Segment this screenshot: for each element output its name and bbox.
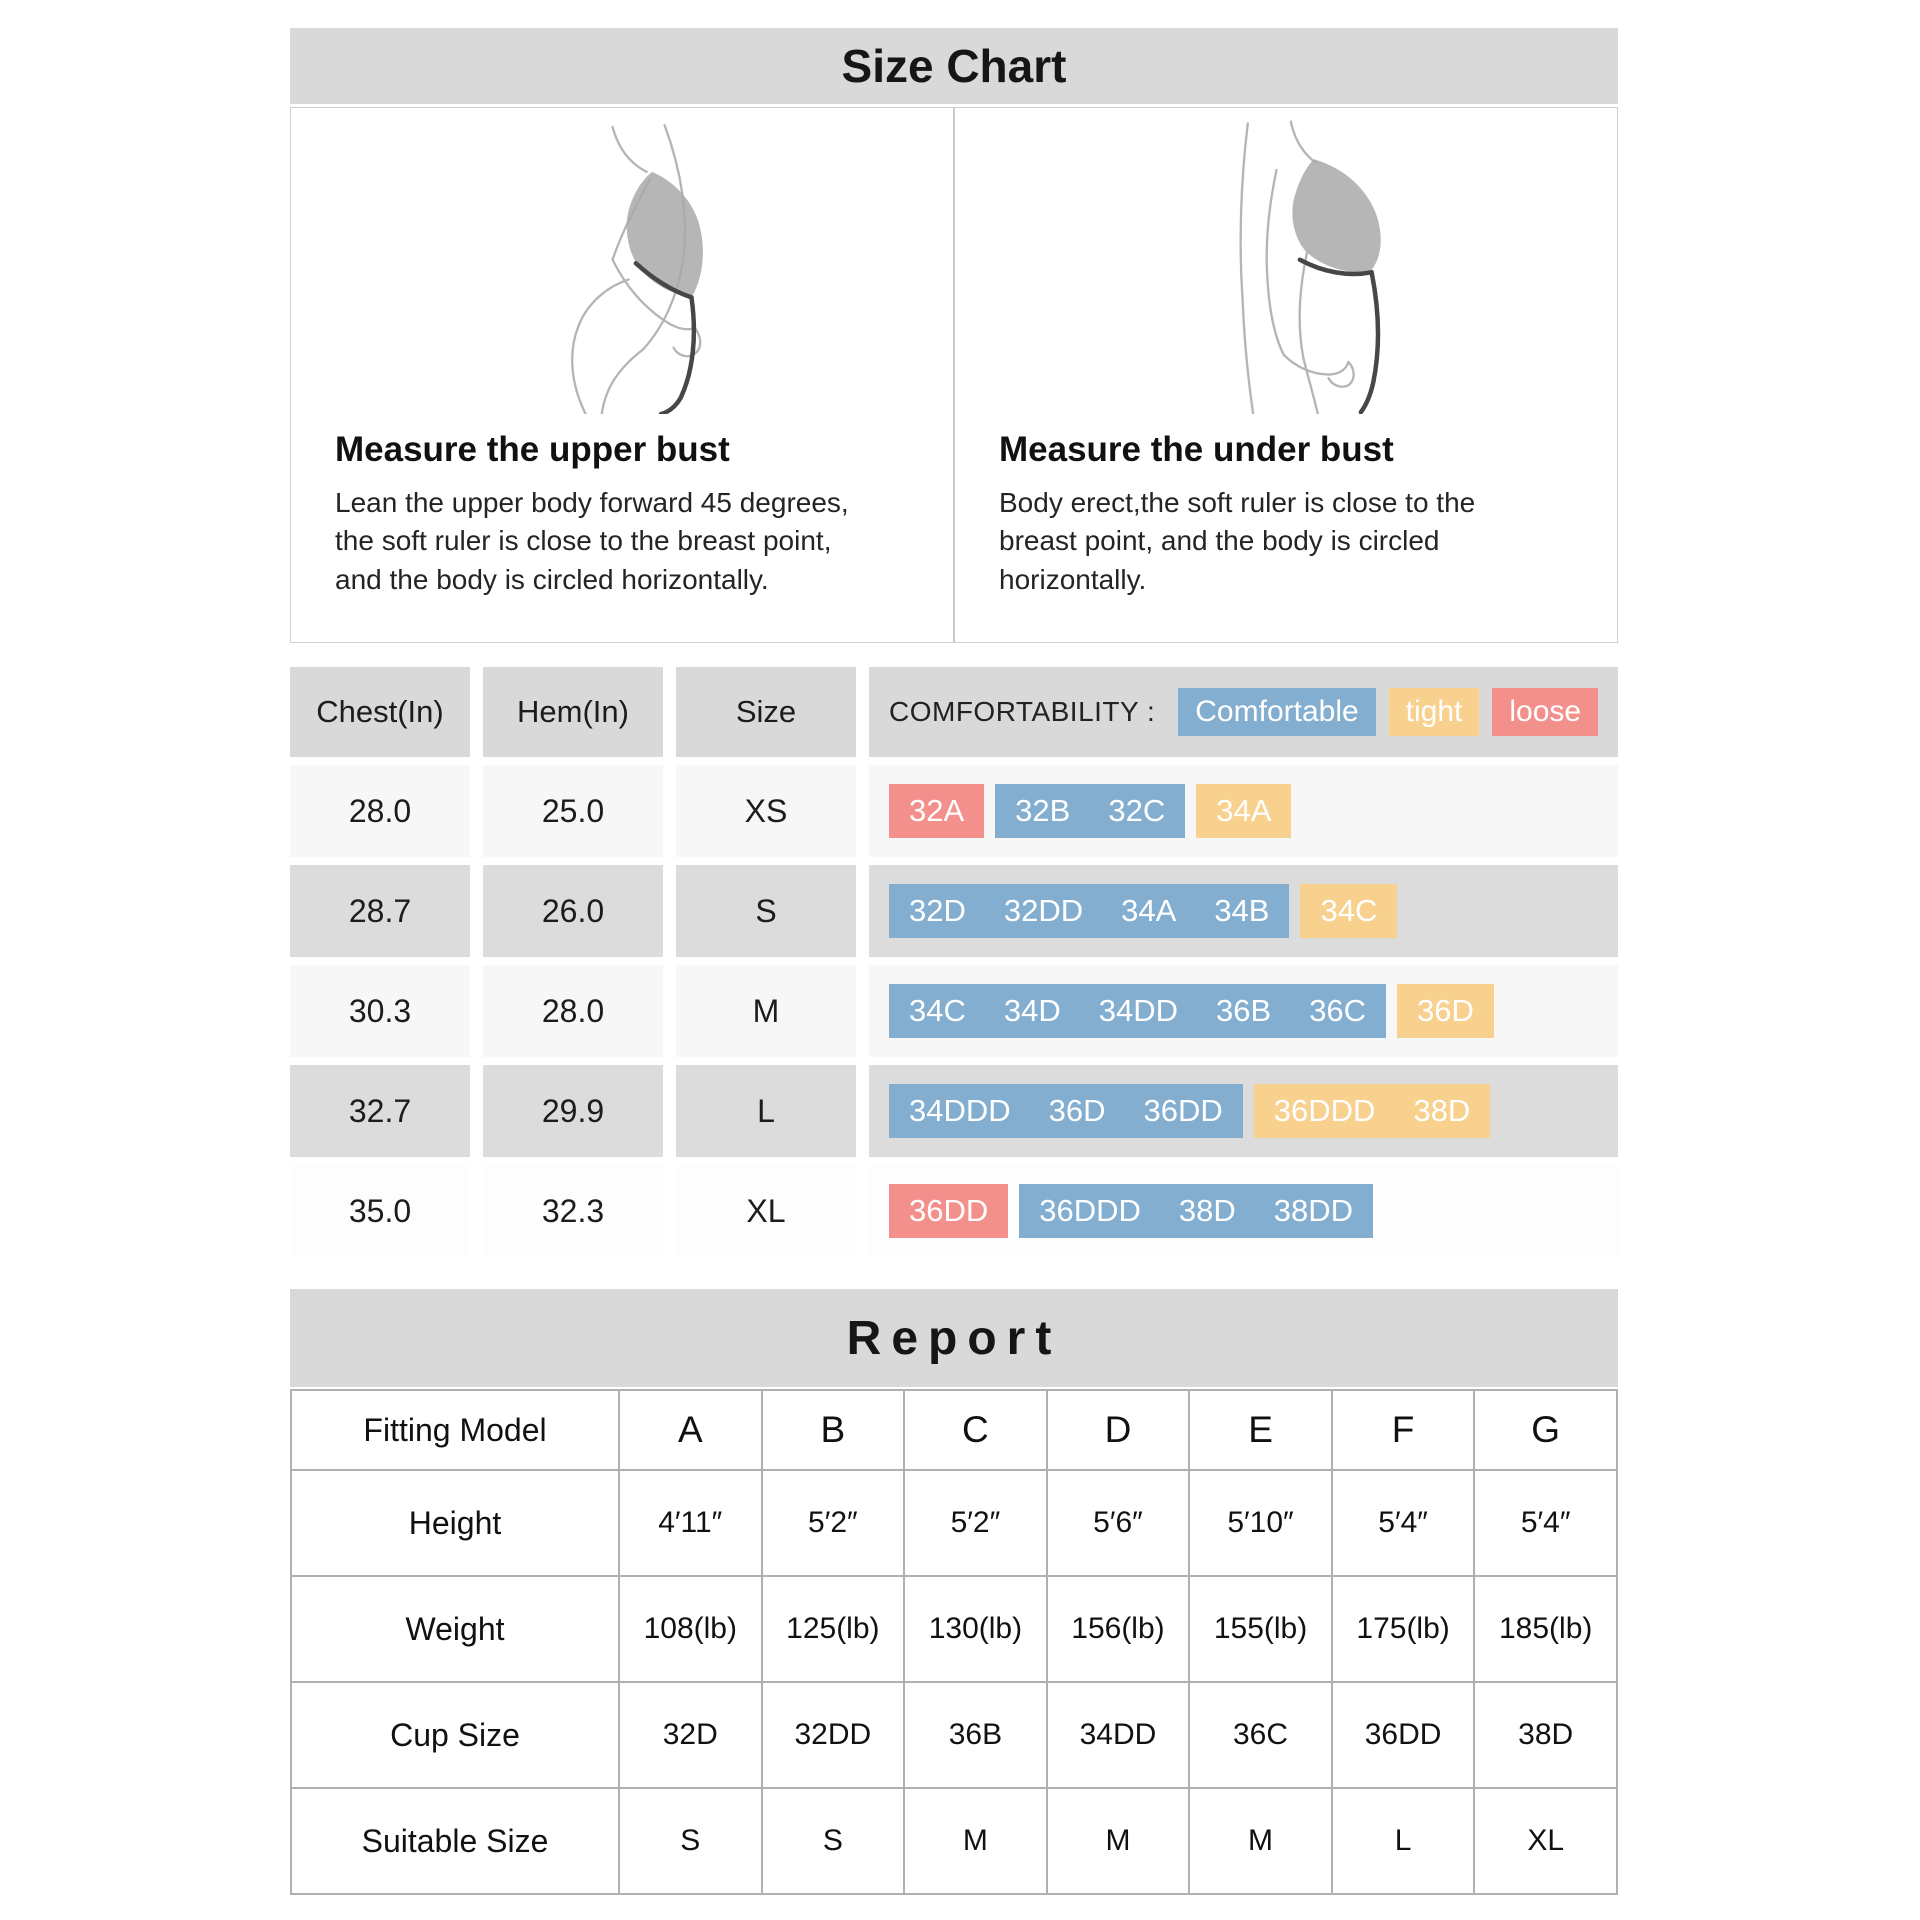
fit-badge-group-tight — [1254, 1084, 1491, 1138]
bra-size-badge: 36D — [1048, 1093, 1106, 1128]
bra-size-badge: 38DD — [1273, 1193, 1354, 1228]
bra-size-badge: 36DDD — [1273, 1093, 1376, 1128]
instruction-line: breast point, and the body is circled — [999, 525, 1440, 557]
legend-badge-loose: loose — [1492, 688, 1598, 736]
bra-size-badge: 34C — [909, 993, 966, 1028]
report-value: C — [904, 1390, 1047, 1470]
report-value: 4′11″ — [619, 1470, 762, 1576]
report-value: 5′4″ — [1332, 1470, 1475, 1576]
report-value: E — [1189, 1390, 1332, 1470]
report-row-label: Height — [291, 1470, 619, 1576]
report-value: 34DD — [1047, 1682, 1190, 1788]
report-value: F — [1332, 1390, 1475, 1470]
report-value: 36DD — [1332, 1682, 1475, 1788]
size-comfortability-table — [290, 667, 1618, 1257]
under-bust-measure-figure-svg — [1142, 118, 1429, 414]
under-bust-figure-illustration — [999, 114, 1573, 424]
report-value: 5′10″ — [1189, 1470, 1332, 1576]
chest-value: 32.7 — [290, 1065, 470, 1157]
size-table-rows — [290, 765, 1618, 1257]
report-value: 32DD — [762, 1682, 905, 1788]
fit-badge-group-tight — [1196, 784, 1291, 838]
hem-column-header: Hem(In) — [483, 667, 663, 757]
chest-column-header: Chest(In) — [290, 667, 470, 757]
under-bust-heading: Measure the under bust — [999, 430, 1394, 469]
report-row-suitable-size — [291, 1788, 1617, 1894]
hem-value: 29.9 — [483, 1065, 663, 1157]
comfortability-badges — [869, 765, 1618, 857]
instruction-line: Body erect,the soft ruler is close to the — [999, 487, 1476, 518]
bra-size-badge: 36DDD — [1039, 1193, 1141, 1228]
report-title: Report — [290, 1289, 1618, 1387]
report-value: M — [1047, 1788, 1190, 1894]
report-value: M — [1189, 1788, 1332, 1894]
size-row-xs — [290, 765, 1618, 857]
report-row-label: Suitable Size — [291, 1788, 619, 1894]
report-section — [290, 1289, 1618, 1895]
instruction-line: the soft ruler is close to the breast point, — [335, 525, 832, 557]
fit-badge-group-loose — [889, 1184, 1008, 1238]
bra-size-badge: 36D — [1417, 993, 1474, 1028]
bra-size-badge: 34DD — [1098, 993, 1179, 1028]
fit-badge-group-comfortable — [889, 884, 1289, 938]
bra-size-badge: 34DDD — [909, 1093, 1011, 1128]
report-row-height — [291, 1470, 1617, 1576]
report-value: 5′2″ — [762, 1470, 905, 1576]
size-column-header: Size — [676, 667, 856, 757]
report-value: 125(lb) — [762, 1576, 905, 1682]
bra-size-badge: 32C — [1108, 793, 1166, 828]
under-bust-instructions — [999, 484, 1573, 599]
fit-badge-group-comfortable — [995, 784, 1185, 838]
report-table-body — [291, 1390, 1617, 1894]
size-row-l — [290, 1065, 1618, 1157]
comfortability-label: COMFORTABILITY : — [889, 696, 1156, 727]
size-value: S — [676, 865, 856, 957]
size-table-header — [290, 667, 1618, 757]
size-chart-title: Size Chart — [290, 28, 1618, 104]
report-row-cup-size — [291, 1682, 1617, 1788]
report-value: M — [904, 1788, 1047, 1894]
bra-size-badge: 36B — [1216, 993, 1272, 1028]
fit-badge-group-tight — [1300, 884, 1397, 938]
under-bust-panel — [953, 108, 1617, 642]
comfortability-badges — [869, 1165, 1618, 1257]
fit-badge-group-comfortable — [1019, 1184, 1373, 1238]
fit-badge-group-tight — [1397, 984, 1494, 1038]
legend-badge-tight: tight — [1389, 688, 1480, 736]
chest-value: 30.3 — [290, 965, 470, 1057]
report-value: 32D — [619, 1682, 762, 1788]
chest-value: 28.7 — [290, 865, 470, 957]
bra-size-badge: 36C — [1309, 993, 1367, 1028]
report-row-fitting-model — [291, 1390, 1617, 1470]
upper-bust-measure-figure-svg — [478, 118, 765, 414]
report-value: G — [1474, 1390, 1617, 1470]
legend-badge-comfortable: Comfortable — [1178, 688, 1375, 736]
report-value: 156(lb) — [1047, 1576, 1190, 1682]
size-row-m — [290, 965, 1618, 1057]
report-value: D — [1047, 1390, 1190, 1470]
comfort-legend — [1178, 688, 1598, 736]
report-value: 36C — [1189, 1682, 1332, 1788]
report-value: 155(lb) — [1189, 1576, 1332, 1682]
bra-size-badge: 34B — [1214, 893, 1270, 928]
report-value: 5′6″ — [1047, 1470, 1190, 1576]
instruction-line: horizontally. — [999, 563, 1147, 595]
comfortability-badges — [869, 865, 1618, 957]
comfortability-badges — [869, 1065, 1618, 1157]
report-value: S — [762, 1788, 905, 1894]
bra-size-badge: 34D — [1003, 993, 1061, 1028]
report-value: 36B — [904, 1682, 1047, 1788]
bra-size-badge: 32DD — [1003, 893, 1084, 928]
bra-size-badge: 34A — [1216, 793, 1272, 828]
size-chart-page — [290, 28, 1618, 1895]
report-value: 130(lb) — [904, 1576, 1047, 1682]
report-value: L — [1332, 1788, 1475, 1894]
bra-shape — [627, 172, 703, 298]
report-value: XL — [1474, 1788, 1617, 1894]
comfortability-badges — [869, 965, 1618, 1057]
bra-size-badge: 34A — [1121, 893, 1177, 928]
report-value: 5′4″ — [1474, 1470, 1617, 1576]
bra-size-badge: 32A — [909, 793, 965, 828]
chest-value: 28.0 — [290, 765, 470, 857]
size-row-xl — [290, 1165, 1618, 1257]
comfortability-header — [869, 667, 1618, 757]
bra-size-badge: 32D — [909, 893, 966, 928]
report-value: B — [762, 1390, 905, 1470]
upper-bust-instructions — [335, 484, 909, 599]
bra-size-badge: 36DD — [1143, 1093, 1223, 1128]
upper-bust-panel — [291, 108, 953, 642]
measure-instruction-panels — [290, 107, 1618, 643]
fit-badge-group-comfortable — [889, 1084, 1243, 1138]
bra-size-badge: 32B — [1015, 793, 1071, 828]
bra-size-badge: 38D — [1413, 1093, 1471, 1128]
size-row-s — [290, 865, 1618, 957]
upper-bust-heading: Measure the upper bust — [335, 430, 730, 469]
hem-value: 25.0 — [483, 765, 663, 857]
size-value: M — [676, 965, 856, 1057]
report-table — [290, 1389, 1618, 1895]
report-row-label: Fitting Model — [291, 1390, 619, 1470]
fit-badge-group-loose — [889, 784, 984, 838]
report-value: 38D — [1474, 1682, 1617, 1788]
hem-value: 26.0 — [483, 865, 663, 957]
upper-bust-figure-illustration — [335, 114, 909, 424]
size-value: L — [676, 1065, 856, 1157]
hem-value: 28.0 — [483, 965, 663, 1057]
hem-value: 32.3 — [483, 1165, 663, 1257]
report-value: 175(lb) — [1332, 1576, 1475, 1682]
bra-size-badge: 38D — [1178, 1193, 1236, 1228]
bra-size-badge: 34C — [1320, 893, 1378, 928]
report-value: S — [619, 1788, 762, 1894]
size-value: XL — [676, 1165, 856, 1257]
instruction-line: Lean the upper body forward 45 degrees, — [335, 487, 849, 518]
report-row-label: Weight — [291, 1576, 619, 1682]
report-row-label: Cup Size — [291, 1682, 619, 1788]
chest-value: 35.0 — [290, 1165, 470, 1257]
size-value: XS — [676, 765, 856, 857]
report-value: 185(lb) — [1474, 1576, 1617, 1682]
bra-size-badge: 36DD — [909, 1193, 989, 1228]
fit-badge-group-comfortable — [889, 984, 1386, 1038]
report-value: 108(lb) — [619, 1576, 762, 1682]
report-row-weight — [291, 1576, 1617, 1682]
instruction-line: and the body is circled horizontally. — [335, 563, 769, 595]
report-value: A — [619, 1390, 762, 1470]
report-value: 5′2″ — [904, 1470, 1047, 1576]
